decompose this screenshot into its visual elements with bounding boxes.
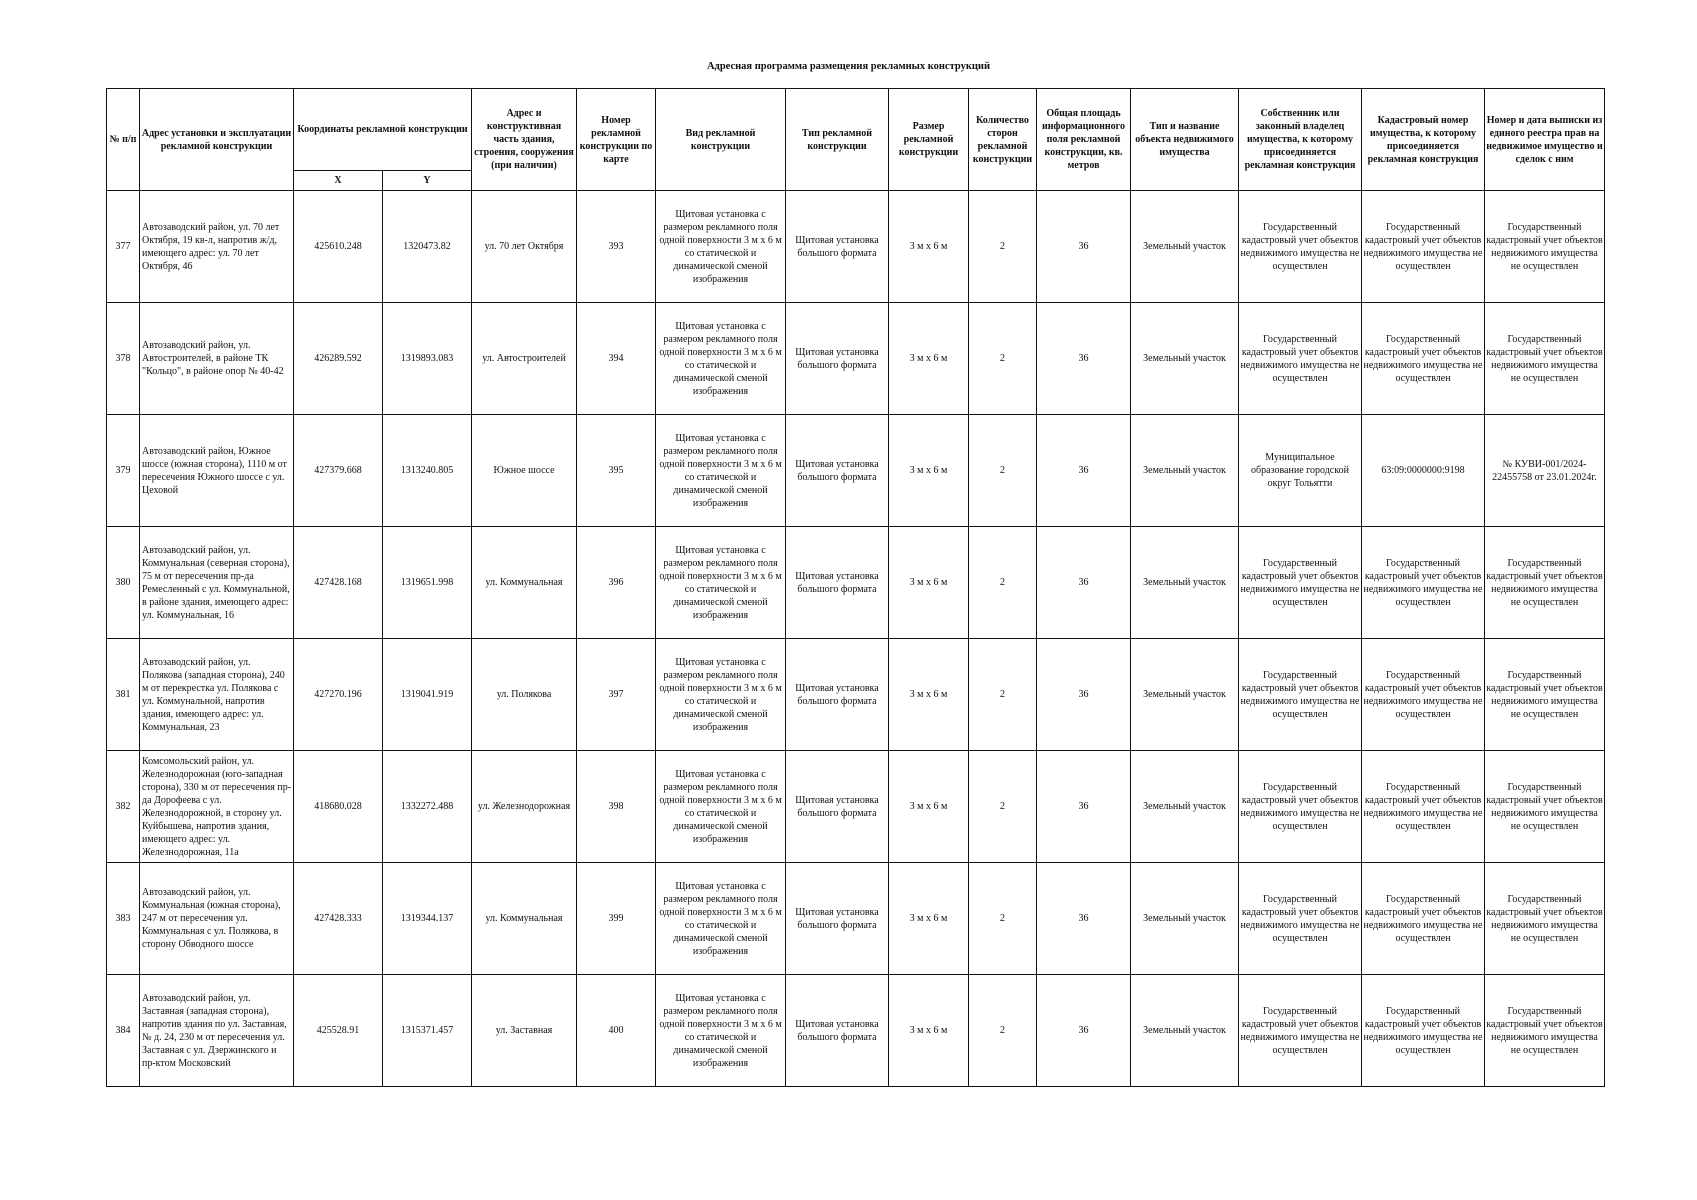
cell-area: 36 (1037, 527, 1131, 639)
cell-cadastral: Государственный кадастровый учет объектов недвижимого имущества не осуществлен (1362, 303, 1485, 415)
cell-building: ул. Коммунальная (472, 527, 577, 639)
header-owner: Собственник или законный владелец имущества, к которому присоединяется рекламная конструкция (1239, 89, 1362, 191)
cell-num: 379 (107, 415, 140, 527)
cell-type: Щитовая установка большого формата (786, 303, 889, 415)
header-address: Адрес установки и эксплуатации рекламной конструкции (140, 89, 294, 191)
cell-size: 3 м х 6 м (889, 415, 969, 527)
cell-address: Автозаводский район, Южное шоссе (южная сторона), 1110 м от пересечения Южного шоссе с ул. Цеховой (140, 415, 294, 527)
cell-registry: Государственный кадастровый учет объектов недвижимого имущества не осуществлен (1485, 975, 1605, 1087)
cell-map-num: 397 (577, 639, 656, 751)
cell-kind: Щитовая установка с размером рекламного поля одной поверхности 3 м х 6 м со статической и динамической сменой изображения (656, 751, 786, 863)
table-row (107, 975, 1605, 1087)
cell-size: 3 м х 6 м (889, 863, 969, 975)
cell-map-num: 393 (577, 191, 656, 303)
cell-kind: Щитовая установка с размером рекламного поля одной поверхности 3 м х 6 м со статической и динамической сменой изображения (656, 639, 786, 751)
cell-cadastral: Государственный кадастровый учет объектов недвижимого имущества не осуществлен (1362, 975, 1485, 1087)
cell-map-num: 399 (577, 863, 656, 975)
cell-cadastral: Государственный кадастровый учет объектов недвижимого имущества не осуществлен (1362, 191, 1485, 303)
cell-x: 425528.91 (294, 975, 383, 1087)
cell-address: Автозаводский район, ул. Коммунальная (южная сторона), 247 м от пересечения ул. Коммунальная с ул. Полякова, в сторону Обводного шоссе (140, 863, 294, 975)
header-sides: Количество сторон рекламной конструкции (969, 89, 1037, 191)
cell-address: Автозаводский район, ул. Полякова (западная сторона), 240 м от перекрестка ул. Полякова с ул. Коммунальной, напротив здания, имеющего адрес: ул. Коммунальная, 23 (140, 639, 294, 751)
cell-registry: Государственный кадастровый учет объектов недвижимого имущества не осуществлен (1485, 751, 1605, 863)
cell-building: ул. Автостроителей (472, 303, 577, 415)
cell-registry: Государственный кадастровый учет объектов недвижимого имущества не осуществлен (1485, 863, 1605, 975)
cell-size: 3 м х 6 м (889, 191, 969, 303)
cell-kind: Щитовая установка с размером рекламного поля одной поверхности 3 м х 6 м со статической и динамической сменой изображения (656, 191, 786, 303)
cell-sides: 2 (969, 975, 1037, 1087)
table-body (107, 191, 1605, 1087)
cell-sides: 2 (969, 751, 1037, 863)
cell-area: 36 (1037, 863, 1131, 975)
cell-num: 377 (107, 191, 140, 303)
cell-address: Комсомольский район, ул. Железнодорожная (юго-западная сторона), 330 м от пересечения пр-да Дорофеева с ул. Железнодорожной, в сторону ул. Куйбышева, напротив здания, имеющего адрес: ул. Железнодорожная, 11а (140, 751, 294, 863)
cell-owner: Государственный кадастровый учет объектов недвижимого имущества не осуществлен (1239, 527, 1362, 639)
cell-num: 378 (107, 303, 140, 415)
cell-cadastral: Государственный кадастровый учет объектов недвижимого имущества не осуществлен (1362, 527, 1485, 639)
cell-object: Земельный участок (1131, 975, 1239, 1087)
cell-address: Автозаводский район, ул. 70 лет Октября, 19 кв-л, напротив ж/д, имеющего адрес: ул. 70 лет Октября, 46 (140, 191, 294, 303)
cell-area: 36 (1037, 415, 1131, 527)
table-row (107, 527, 1605, 639)
cell-y: 1320473.82 (383, 191, 472, 303)
cell-registry: Государственный кадастровый учет объектов недвижимого имущества не осуществлен (1485, 639, 1605, 751)
header-object: Тип и название объекта недвижимого имущества (1131, 89, 1239, 191)
cell-building: ул. 70 лет Октября (472, 191, 577, 303)
cell-type: Щитовая установка большого формата (786, 863, 889, 975)
cell-y: 1332272.488 (383, 751, 472, 863)
cell-type: Щитовая установка большого формата (786, 639, 889, 751)
cell-address: Автозаводский район, ул. Коммунальная (северная сторона), 75 м от пересечения пр-да Ремесленный с ул. Коммунальной, в районе здания, имеющего адрес: ул. Коммунальная, 16 (140, 527, 294, 639)
cell-map-num: 394 (577, 303, 656, 415)
cell-area: 36 (1037, 191, 1131, 303)
cell-registry: Государственный кадастровый учет объектов недвижимого имущества не осуществлен (1485, 303, 1605, 415)
table-row (107, 639, 1605, 751)
cell-y: 1313240.805 (383, 415, 472, 527)
cell-cadastral: Государственный кадастровый учет объектов недвижимого имущества не осуществлен (1362, 751, 1485, 863)
cell-num: 382 (107, 751, 140, 863)
cell-kind: Щитовая установка с размером рекламного поля одной поверхности 3 м х 6 м со статической и динамической сменой изображения (656, 527, 786, 639)
cell-object: Земельный участок (1131, 527, 1239, 639)
cell-area: 36 (1037, 751, 1131, 863)
cell-x: 427379.668 (294, 415, 383, 527)
cell-sides: 2 (969, 863, 1037, 975)
cell-building: ул. Полякова (472, 639, 577, 751)
header-building: Адрес и конструктивная часть здания, строения, сооружения (при наличии) (472, 89, 577, 191)
header-coords: Координаты рекламной конструкции (294, 89, 472, 171)
header-kind: Вид рекламной конструкции (656, 89, 786, 191)
table-row (107, 751, 1605, 863)
cell-x: 427428.333 (294, 863, 383, 975)
cell-y: 1319651.998 (383, 527, 472, 639)
cell-building: ул. Коммунальная (472, 863, 577, 975)
cell-owner: Государственный кадастровый учет объектов недвижимого имущества не осуществлен (1239, 975, 1362, 1087)
header-type: Тип рекламной конструкции (786, 89, 889, 191)
header-cadastral: Кадастровый номер имущества, к которому присоединяется рекламная конструкция (1362, 89, 1485, 191)
cell-area: 36 (1037, 303, 1131, 415)
cell-owner: Государственный кадастровый учет объектов недвижимого имущества не осуществлен (1239, 191, 1362, 303)
cell-map-num: 398 (577, 751, 656, 863)
cell-registry: № КУВИ-001/2024-22455758 от 23.01.2024г. (1485, 415, 1605, 527)
cell-kind: Щитовая установка с размером рекламного поля одной поверхности 3 м х 6 м со статической и динамической сменой изображения (656, 863, 786, 975)
header-area: Общая площадь информационного поля рекламной конструкции, кв. метров (1037, 89, 1131, 191)
cell-area: 36 (1037, 639, 1131, 751)
table-header (107, 89, 1605, 191)
cell-x: 427428.168 (294, 527, 383, 639)
cell-owner: Государственный кадастровый учет объектов недвижимого имущества не осуществлен (1239, 863, 1362, 975)
cell-size: 3 м х 6 м (889, 303, 969, 415)
cell-map-num: 400 (577, 975, 656, 1087)
cell-object: Земельный участок (1131, 751, 1239, 863)
cell-building: ул. Железнодорожная (472, 751, 577, 863)
cell-registry: Государственный кадастровый учет объектов недвижимого имущества не осуществлен (1485, 527, 1605, 639)
header-map-num: Номер рекламной конструкции по карте (577, 89, 656, 191)
table-row (107, 191, 1605, 303)
cell-building: Южное шоссе (472, 415, 577, 527)
cell-cadastral: 63:09:0000000:9198 (1362, 415, 1485, 527)
cell-type: Щитовая установка большого формата (786, 975, 889, 1087)
cell-num: 380 (107, 527, 140, 639)
cell-y: 1319344.137 (383, 863, 472, 975)
cell-type: Щитовая установка большого формата (786, 415, 889, 527)
table-row (107, 415, 1605, 527)
table-row (107, 303, 1605, 415)
header-y: Y (383, 171, 472, 191)
cell-size: 3 м х 6 м (889, 527, 969, 639)
header-x: X (294, 171, 383, 191)
cell-object: Земельный участок (1131, 639, 1239, 751)
cell-type: Щитовая установка большого формата (786, 527, 889, 639)
cell-owner: Государственный кадастровый учет объектов недвижимого имущества не осуществлен (1239, 303, 1362, 415)
advertising-program-table (106, 88, 1605, 1087)
cell-y: 1319893.083 (383, 303, 472, 415)
cell-type: Щитовая установка большого формата (786, 191, 889, 303)
cell-size: 3 м х 6 м (889, 751, 969, 863)
cell-kind: Щитовая установка с размером рекламного поля одной поверхности 3 м х 6 м со статической и динамической сменой изображения (656, 975, 786, 1087)
cell-y: 1315371.457 (383, 975, 472, 1087)
header-num: № п/п (107, 89, 140, 191)
cell-sides: 2 (969, 415, 1037, 527)
cell-registry: Государственный кадастровый учет объектов недвижимого имущества не осуществлен (1485, 191, 1605, 303)
cell-object: Земельный участок (1131, 303, 1239, 415)
cell-num: 384 (107, 975, 140, 1087)
cell-building: ул. Заставная (472, 975, 577, 1087)
cell-map-num: 396 (577, 527, 656, 639)
cell-sides: 2 (969, 303, 1037, 415)
cell-size: 3 м х 6 м (889, 639, 969, 751)
cell-sides: 2 (969, 527, 1037, 639)
cell-kind: Щитовая установка с размером рекламного поля одной поверхности 3 м х 6 м со статической и динамической сменой изображения (656, 303, 786, 415)
document-title: Адресная программа размещения рекламных конструкций (706, 61, 991, 72)
cell-kind: Щитовая установка с размером рекламного поля одной поверхности 3 м х 6 м со статической и динамической сменой изображения (656, 415, 786, 527)
cell-address: Автозаводский район, ул. Заставная (западная сторона), напротив здания по ул. Заставная, № д. 24, 230 м от пересечения ул. Заставная с ул. Дзержинского и пр-ктом Московский (140, 975, 294, 1087)
cell-x: 427270.196 (294, 639, 383, 751)
cell-object: Земельный участок (1131, 191, 1239, 303)
header-size: Размер рекламной конструкции (889, 89, 969, 191)
cell-num: 383 (107, 863, 140, 975)
cell-size: 3 м х 6 м (889, 975, 969, 1087)
cell-num: 381 (107, 639, 140, 751)
cell-cadastral: Государственный кадастровый учет объектов недвижимого имущества не осуществлен (1362, 863, 1485, 975)
cell-object: Земельный участок (1131, 415, 1239, 527)
header-registry: Номер и дата выписки из единого реестра прав на недвижимое имущество и сделок с ним (1485, 89, 1605, 191)
cell-owner: Государственный кадастровый учет объектов недвижимого имущества не осуществлен (1239, 751, 1362, 863)
cell-cadastral: Государственный кадастровый учет объектов недвижимого имущества не осуществлен (1362, 639, 1485, 751)
cell-object: Земельный участок (1131, 863, 1239, 975)
cell-owner: Муниципальное образование городской округ Тольятти (1239, 415, 1362, 527)
cell-area: 36 (1037, 975, 1131, 1087)
cell-owner: Государственный кадастровый учет объектов недвижимого имущества не осуществлен (1239, 639, 1362, 751)
cell-x: 425610.248 (294, 191, 383, 303)
cell-y: 1319041.919 (383, 639, 472, 751)
cell-type: Щитовая установка большого формата (786, 751, 889, 863)
cell-address: Автозаводский район, ул. Автостроителей, в районе ТК "Кольцо", в районе опор № 40-42 (140, 303, 294, 415)
cell-x: 426289.592 (294, 303, 383, 415)
cell-map-num: 395 (577, 415, 656, 527)
cell-x: 418680.028 (294, 751, 383, 863)
cell-sides: 2 (969, 639, 1037, 751)
cell-sides: 2 (969, 191, 1037, 303)
table-row (107, 863, 1605, 975)
